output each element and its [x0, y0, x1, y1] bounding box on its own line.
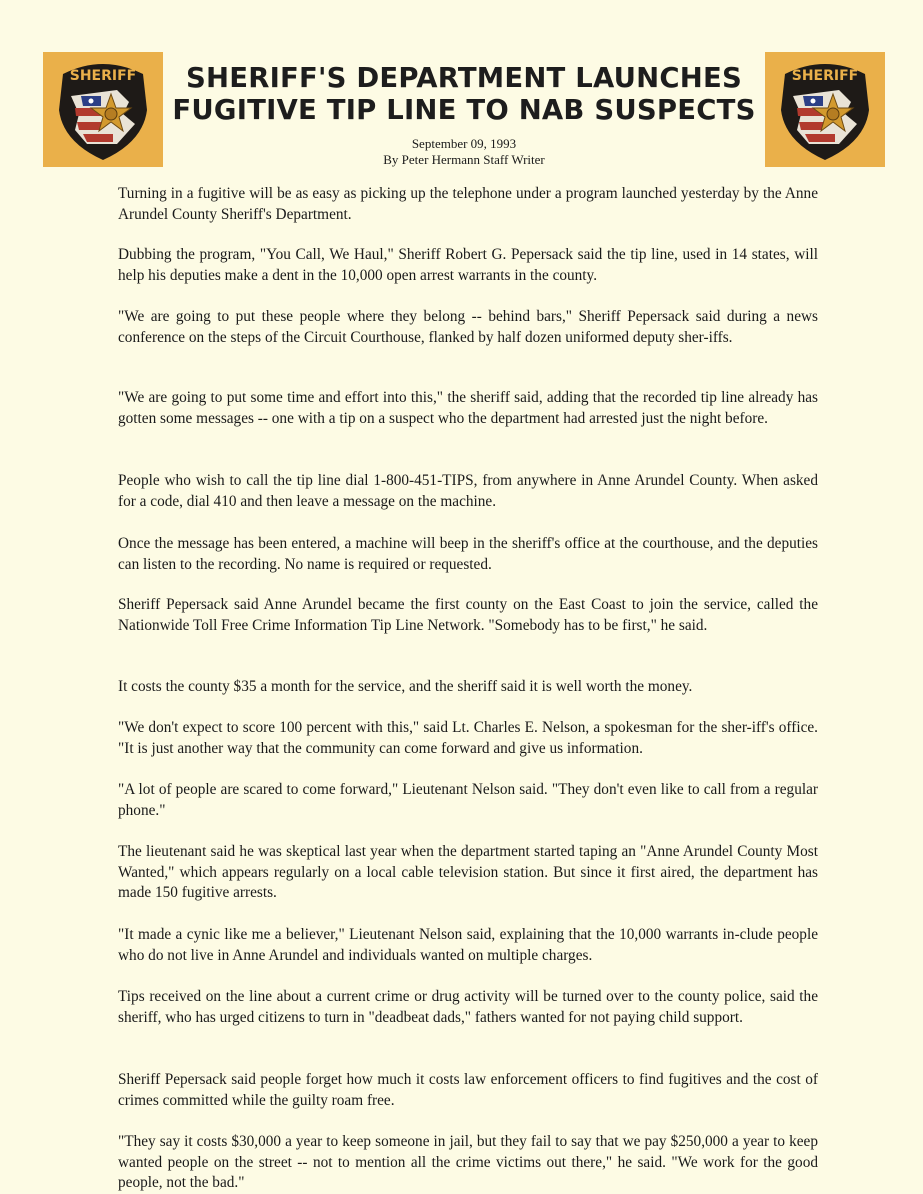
- article-paragraph: "A lot of people are scared to come forward," Lieutenant Nelson said. "They don't even like to call from a regular phone.": [118, 781, 818, 819]
- article-paragraph: Once the message has been entered, a machine will beep in the sheriff's office at the courthouse, and the deputies can listen to the recording. No name is required or requested.: [118, 535, 818, 573]
- sheriff-badge-left: [43, 52, 163, 167]
- article-paragraph: The lieutenant said he was skeptical last year when the department started taping an "Anne Arundel County Most Wanted," which appears regularly on a local cable television station. But since it first aired, the department has made 150 fugitive arrests.: [118, 843, 818, 901]
- article-paragraph: "We don't expect to score 100 percent with this," said Lt. Charles E. Nelson, a spokesman for the sher-iff's office. "It is just another way that the community can come forward and give us information.: [118, 719, 818, 757]
- article-paragraph: "We are going to put some time and effort into this," the sheriff said, adding that the recorded tip line already has gotten some messages -- one with a tip on a suspect who the department had arrested just the night before.: [118, 389, 818, 427]
- sheriff-shield-icon: [43, 52, 163, 167]
- byline-block: [168, 136, 760, 168]
- article-paragraph: "It made a cynic like me a believer," Lieutenant Nelson said, explaining that the 10,000 warrants in-clude people who do not live in Anne Arundel and individuals wanted on multiple charges.: [118, 926, 818, 964]
- svg-text:SHERIFF: SHERIFF: [791, 68, 859, 84]
- article-paragraph: Tips received on the line about a current crime or drug activity will be turned over to the county police, said the sheriff, who has urged citizens to turn in "deadbeat dads," fathers wanted for not paying child support.: [118, 988, 818, 1026]
- headline-line-1: SHERIFF'S DEPARTMENT LAUNCHES: [185, 62, 742, 94]
- sheriff-shield-icon: [765, 52, 885, 167]
- article-paragraph: Sheriff Pepersack said Anne Arundel became the first county on the East Coast to join the service, called the Nationwide Toll Free Crime Information Tip Line Network. "Somebody has to be first," he said.: [118, 596, 818, 634]
- article-paragraph: It costs the county $35 a month for the service, and the sheriff said it is well worth the money.: [118, 678, 693, 695]
- headline: [168, 62, 760, 126]
- article-paragraph: "They say it costs $30,000 a year to keep someone in jail, but they fail to say that we pay $250,000 a year to keep wanted people on the street -- not to mention all the crime victims out there," he said. "We work for the good people, not the bad.": [118, 1133, 818, 1191]
- article-paragraph: "We are going to put these people where they belong -- behind bars," Sheriff Pepersack said during a news conference on the steps of the Circuit Courthouse, flanked by half dozen uniformed deputy sher-iffs.: [118, 308, 818, 346]
- article-paragraph: People who wish to call the tip line dial 1-800-451-TIPS, from anywhere in Anne Arundel County. When asked for a code, dial 410 and then leave a message on the machine.: [118, 472, 818, 510]
- article-paragraph: Sheriff Pepersack said people forget how much it costs law enforcement officers to find fugitives and the cost of crimes committed while the guilty roam free.: [118, 1071, 818, 1109]
- article-paragraph: Dubbing the program, "You Call, We Haul," Sheriff Robert G. Pepersack said the tip line, used in 14 states, will help his deputies make a dent in the 10,000 open arrest warrants in the county.: [118, 246, 818, 284]
- headline-line-2: FUGITIVE TIP LINE TO NAB SUSPECTS: [172, 94, 756, 126]
- sheriff-badge-right: [765, 52, 885, 167]
- svg-text:SHERIFF: SHERIFF: [69, 68, 137, 84]
- article-author: By Peter Hermann Staff Writer: [383, 152, 545, 167]
- article-date: September 09, 1993: [411, 136, 517, 151]
- article-paragraph: Turning in a fugitive will be as easy as picking up the telephone under a program launched yesterday by the Anne Arundel County Sheriff's Department.: [118, 185, 818, 223]
